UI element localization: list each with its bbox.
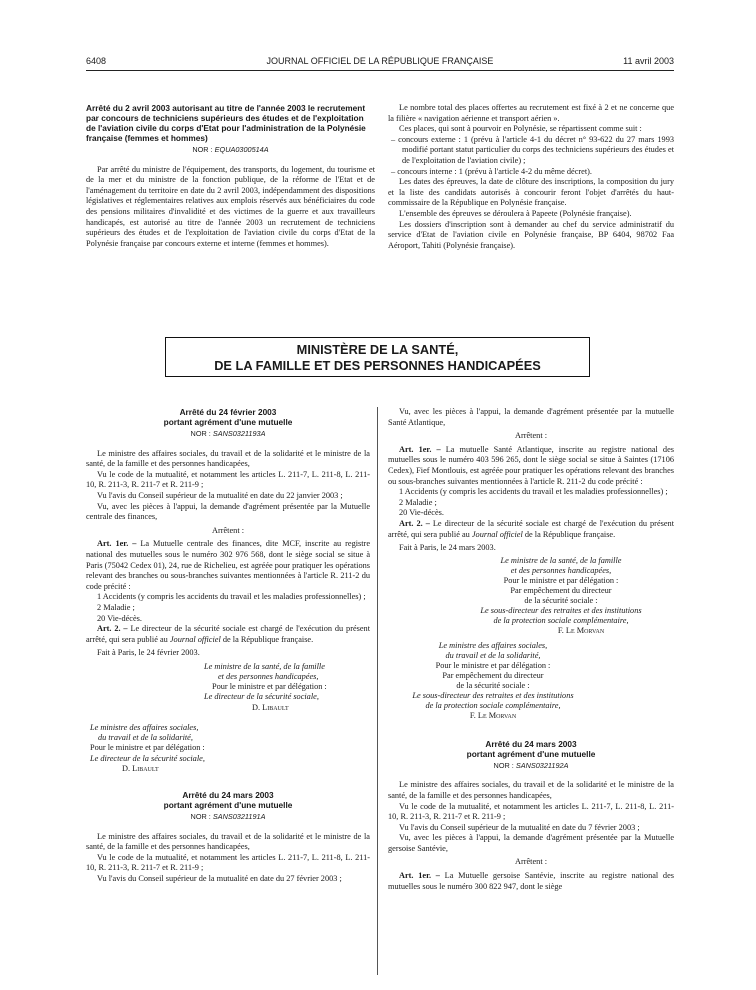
signature-block	[86, 662, 370, 713]
paragraph: L'ensemble des épreuves se déroulera à Papeete (Polynésie française).	[399, 208, 632, 218]
arretent: Arrêtent :	[211, 525, 245, 535]
text-line: Le sous-directeur des retraites et des institutions	[412, 690, 574, 700]
text-line: de la sécurité sociale :	[524, 595, 598, 605]
text-line: de la République française.	[522, 529, 616, 539]
decree-subtitle: portant agrément d'une mutuelle	[466, 748, 596, 759]
place-date: Fait à Paris, le 24 février 2003.	[97, 648, 200, 658]
text-line: D. Libault	[122, 763, 159, 773]
text-line: Pour le ministre et par délégation :	[435, 660, 551, 670]
text-line: Le ministre des affaires sociales,	[90, 722, 199, 732]
header-rule	[86, 70, 674, 71]
journal-title: JOURNAL OFFICIEL DE LA RÉPUBLIQUE FRANÇAISE	[266, 56, 494, 66]
paragraph: Vu l'avis du Conseil supérieur de la mutualité en date du 22 janvier 2003 ;	[97, 490, 343, 500]
arretent: Arrêtent :	[514, 857, 548, 867]
decree-title: Arrêté du 2 avril 2003 autorisant au titre de l'année 2003 le recrutement par concours de techniciens supérieurs des études et de l'exploitation de l'aviation civile du corps d'Etat pour l'administration de la Polynésie française (femmes et hommes)	[86, 103, 366, 143]
text-line: EQUA0300514A	[214, 145, 269, 154]
list-item: – concours externe : 1 (prévu à l'article 4-1 du décret n° 93-622 du 27 mars 1993 modifié portant statut particulier du corps des techniciens supérieurs des études et de l'exploitation de l'aviation civile) ;	[391, 134, 674, 165]
article-1	[388, 445, 674, 487]
decree-title: Arrêté du 24 février 2003	[179, 407, 277, 417]
right-column	[388, 407, 674, 892]
text-line: Journal officiel	[169, 634, 221, 644]
paragraph: Les dossiers d'inscription sont à demander au chef du service administratif du service d'Etat de l'aviation civile en Polynésie française, BP 6404, 98702 Faa Aéroport, Tahiti (Polynésie française).	[388, 219, 674, 250]
decree-subtitle: portant agrément d'une mutuelle	[163, 799, 293, 810]
article-1	[86, 539, 370, 592]
text-line: du travail et de la solidarité,	[98, 733, 193, 743]
ministry-line-2: DE LA FAMILLE ET DES PERSONNES HANDICAPÉES	[214, 358, 541, 373]
decree-title: Arrêté du 24 mars 2003	[485, 738, 577, 749]
ministry-line-1: MINISTÈRE DE LA SANTÉ,	[296, 342, 459, 357]
text-line: F. Le Morvan	[469, 710, 517, 720]
text-line: Le directeur de la sécurité sociale est chargé de l'exécution du présent arrêté, qui sera publié au	[388, 518, 674, 539]
column-divider	[377, 407, 378, 975]
text-line: Art. 1er. –	[97, 539, 137, 549]
page-header	[86, 56, 674, 68]
text-line: Par empêchement du directeur	[442, 670, 544, 680]
paragraph: Vu l'avis du Conseil supérieur de la mutualité en date du 7 février 2003 ;	[399, 822, 640, 832]
text-line: D. Libault	[252, 702, 289, 712]
text-line: de la protection sociale complémentaire,	[493, 615, 629, 625]
text-line: La mutuelle Santé Atlantique, inscrite au registre national des mutuelles sous le numéro 403 596 265, dont le siège social se situe à Saintes (17106 Cedex), Fief Montlouis, est agréée pour pratiquer les opérations relevant des branches ou sous-branches suivantes mentionnées à l'article R. 211-2 du code précité :	[388, 444, 674, 486]
article-2	[388, 519, 674, 540]
text-line: Pour le ministre et par délégation :	[503, 575, 619, 585]
paragraph: Le ministre des affaires sociales, du travail et de la solidarité et le ministre de la santé, de la famille et des personnes handicapées,	[86, 831, 370, 852]
paragraph: Ces places, qui sont à pourvoir en Polynésie, se répartissent comme suit :	[399, 124, 642, 134]
text-line: de la protection sociale complémentaire,	[425, 700, 561, 710]
decree-body: Par arrêté du ministre de l'équipement, des transports, du logement, du tourisme et de la mer et du ministre de la fonction publique, de la réforme de l'Etat et de l'aménagement du territoire en date du 2 avril 2003, indépendamment des dispositions législatives et réglementaires relatives aux emplois réservés aux bénéficiaires du code des pensions militaires d'invalidité et des victimes de la guerre et aux travailleurs handicapés, est autorisé au titre de l'année 2003 un recrutement de techniciens supérieurs des études et de l'exploitation de l'aviation civile du corps d'Etat de la Polynésie française par concours externe et interne (femmes et hommes).	[86, 164, 375, 248]
text-line: Art. 1er. –	[399, 871, 440, 881]
text-line: du travail et de la solidarité,	[445, 650, 541, 660]
paragraph: Vu, avec les pièces à l'appui, la demande d'agrément présentée par la Mutuelle gersoise Santévie,	[388, 833, 674, 853]
signature-block	[388, 556, 674, 636]
text-line: Le directeur de la sécurité sociale,	[204, 692, 319, 702]
text-line: de la République française.	[220, 634, 314, 644]
place-date: Fait à Paris, le 24 mars 2003.	[399, 543, 496, 553]
list-item: – concours interne : 1 (prévu à l'article 4-2 du même décret).	[391, 166, 592, 176]
text-line: Le directeur de la sécurité sociale est chargé de l'exécution du présent arrêté, qui sera publié au	[86, 624, 371, 644]
list-item: 2 Maladie ;	[399, 497, 437, 507]
text-line: Le directeur de la sécurité sociale,	[90, 753, 205, 763]
decree-title: Arrêté du 24 mars 2003	[182, 789, 274, 800]
paragraph: Le nombre total des places offertes au recrutement est fixé à 2 et ne concerne que la filière « navigation aérienne et transport aérien ».	[388, 103, 674, 123]
paragraph: Vu l'avis du Conseil supérieur de la mutualité en date du 27 février 2003 ;	[97, 873, 342, 883]
text-line: SANS0321192A	[515, 760, 569, 770]
text-line: Le ministre de la santé, de la famille	[204, 661, 325, 671]
list-item: 1 Accidents (y compris les accidents du travail et les maladies professionnelles) ;	[399, 487, 668, 497]
list-item: 20 Vie-décès.	[97, 613, 142, 623]
article-2	[86, 624, 370, 645]
paragraph: Vu le code de la mutualité, et notamment les articles L. 211-7, L. 211-8, L. 211-10, R. 211-3, R. 211-7 et R. 211-9 ;	[86, 469, 370, 490]
nor-reference	[388, 761, 674, 772]
ministry-heading	[165, 337, 590, 377]
text-line: Art. 2. –	[97, 624, 128, 634]
text-line: SANS0321191A	[212, 811, 266, 821]
arretent: Arrêtent :	[514, 431, 548, 441]
text-line: Le ministre de la santé, de la famille	[500, 555, 622, 565]
paragraph: Les dates des épreuves, la date de clôture des inscriptions, la composition du jury et la liste des candidats autorisés à concourir feront l'objet d'arrêtés du haut-commissaire de la République en Polynésie française.	[388, 177, 674, 208]
left-column	[86, 407, 370, 884]
paragraph: Le ministre des affaires sociales, du travail et de la solidarité et le ministre de la santé, de la famille et des personnes handicapées,	[388, 780, 674, 800]
text-line: Journal officiel	[471, 529, 523, 539]
text-line: Pour le ministre et par délégation :	[90, 743, 205, 753]
signature-block	[388, 641, 598, 721]
paragraph: Le ministre des affaires sociales, du travail et de la solidarité et le ministre de la santé, de la famille et des personnes handicapées,	[86, 448, 370, 469]
text-line: La Mutuelle gersoise Santévie, inscrite au registre national des mutuelles sous le numéro 300 822 947, dont le siège	[388, 871, 674, 891]
text-line: Par empêchement du directeur	[510, 585, 612, 595]
page-number: 6408	[86, 56, 107, 66]
list-item: 1 Accidents (y compris les accidents du travail et les maladies professionnelles) ;	[97, 592, 366, 602]
top-left-column	[86, 103, 375, 249]
nor-reference	[86, 812, 370, 823]
nor-reference	[86, 145, 375, 156]
text-line: NOR :	[192, 145, 215, 154]
decree-subtitle: portant agrément d'une mutuelle	[163, 417, 293, 427]
list-item: 2 Maladie ;	[97, 602, 135, 612]
paragraph: Vu, avec les pièces à l'appui, la demande d'agrément présentée par la mutuelle Santé Atlantique,	[388, 407, 674, 427]
list-item: 20 Vie-décès.	[399, 508, 444, 518]
text-line: F. Le Morvan	[557, 625, 605, 635]
text-line: et des personnes handicapées,	[218, 672, 319, 682]
text-line: Le sous-directeur des retraites et des institutions	[480, 605, 642, 615]
paragraph: Vu le code de la mutualité, et notamment les articles L. 211-7, L. 211-8, L. 211-10, R. 211-3, R. 211-7 et R. 211-9 ;	[86, 852, 370, 873]
nor-reference	[86, 429, 370, 440]
top-right-column	[388, 103, 674, 251]
text-line: de la sécurité sociale :	[456, 680, 530, 690]
text-line: NOR :	[190, 429, 213, 438]
text-line: NOR :	[190, 811, 213, 821]
paragraph: Vu le code de la mutualité, et notamment les articles L. 211-7, L. 211-8, L. 211-10, R. 211-3, R. 211-7 et R. 211-9 ;	[388, 801, 674, 822]
paragraph: Vu, avec les pièces à l'appui, la demande d'agrément présentée par la Mutuelle centrale des finances,	[86, 501, 370, 522]
signature-block	[86, 723, 370, 774]
text-line: Art. 2. –	[399, 518, 430, 528]
text-line: NOR :	[493, 760, 516, 770]
text-line: SANS0321193A	[212, 429, 266, 438]
text-line: Le ministre des affaires sociales,	[438, 640, 548, 650]
text-line: Pour le ministre et par délégation :	[212, 682, 327, 692]
issue-date: 11 avril 2003	[623, 56, 674, 66]
text-line: La Mutuelle centrale des finances, dite MCF, inscrite au registre national des mutuelles sous le numéro 302 976 568, dont le siège social se situe à Paris (75042 Cedex 01), 24, rue de Richelieu, est agréée pour pratiquer les opérations relevant des branches ou sous-branches suivantes mentionnées à l'article R. 211-2 du code précité :	[86, 539, 371, 591]
text-line: et des personnes handicapées,	[510, 565, 612, 575]
article-1	[388, 871, 674, 892]
text-line: Art. 1er. –	[399, 444, 441, 454]
